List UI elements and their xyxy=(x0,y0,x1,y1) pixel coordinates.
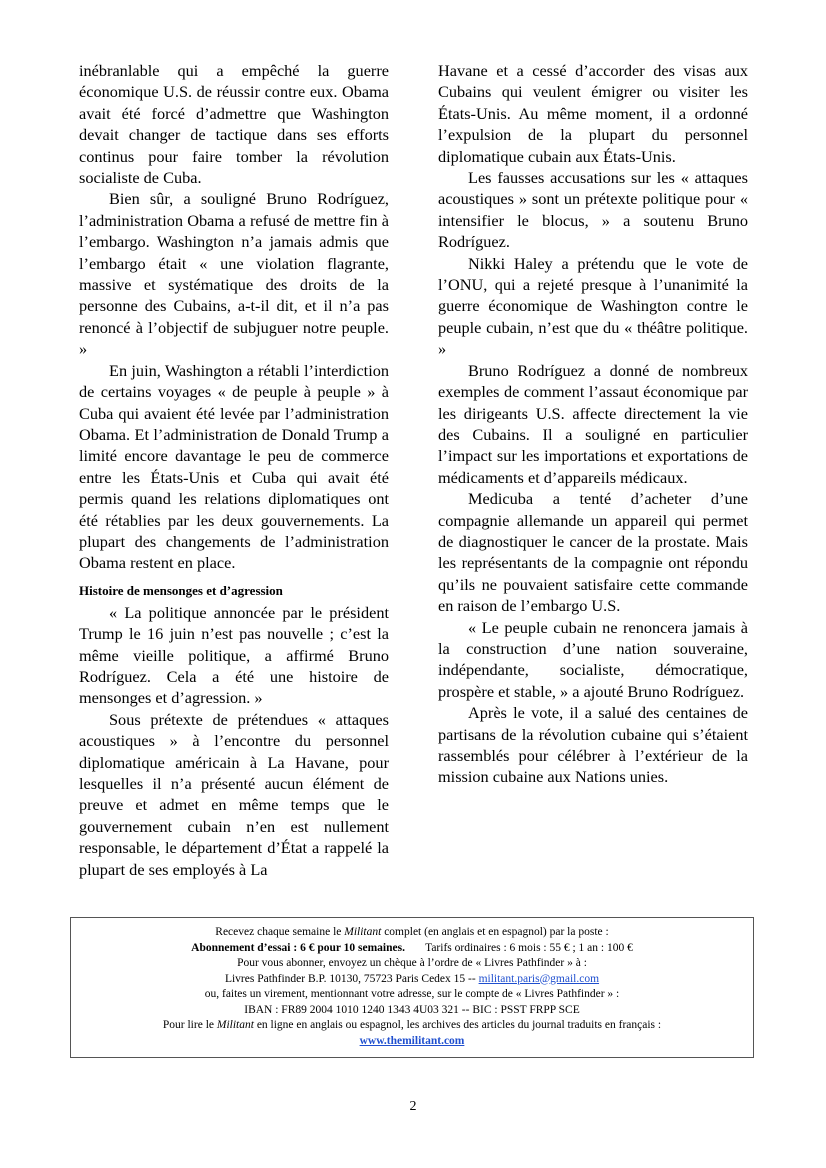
newspaper-name: Militant xyxy=(344,926,382,938)
trial-offer: Abonnement d’essai : 6 € pour 10 semaines. xyxy=(191,941,405,954)
text: complet (en anglais et en espagnol) par la poste : xyxy=(381,926,609,938)
paragraph: Bruno Rodríguez a donné de nombreux exemples de comment l’assaut économique par les dirigeants U.S. affecte directement la vie des Cubains. Il a souligné en particulier l’impact sur les importations et exportations de médicaments et d’appareils médicaux. xyxy=(438,360,748,487)
website-line xyxy=(71,1034,753,1050)
text: en ligne en anglais ou espagnol, les archives des articles du journal traduits en français : xyxy=(253,1019,662,1031)
subscription-line xyxy=(71,1018,753,1034)
paragraph: Nikki Haley a prétendu que le vote de l’ONU, qui a rejeté presque à l’unanimité la guerre économique de Washington contre le peuple cubain, n’est que du « théâtre politique. » xyxy=(438,253,748,359)
paragraph: Medicuba a tenté d’acheter d’une compagnie allemande un appareil qui permet de diagnostiquer le cancer de la prostate. Mais les représentants de la compagnie ont répondu qu’ils ne pouvaient satisfaire cette commande en raison de l’embargo U.S. xyxy=(438,489,748,616)
bank-details: IBAN : FR89 2004 1010 1240 1343 4U03 321 -- BIC : PSST FRPP SCE xyxy=(244,1003,580,1016)
text: Recevez chaque semaine le xyxy=(215,926,345,938)
subscription-line: ou, faites un virement, mentionnant votre adresse, sur le compte de « Livres Pathfinder » : xyxy=(204,988,620,1000)
subscription-line xyxy=(71,925,753,941)
paragraph: inébranlable qui a empêché la guerre économique U.S. de réussir contre eux. Obama avait été forcé d’admettre que Washington devait changer de tactique dans ses efforts continus pour faire tomber la révolution socialiste de Cuba. xyxy=(79,61,389,188)
text: Pour lire le xyxy=(162,1019,217,1031)
subscription-line: Pour vous abonner, envoyez un chèque à l’ordre de « Livres Pathfinder » à : xyxy=(237,957,587,969)
paragraph: Les fausses accusations sur les « attaques acoustiques » sont un prétexte politique pour « intensifier le blocus, » a soutenu Bruno Rodríguez. xyxy=(438,168,748,252)
paragraph: « La politique annoncée par le président Trump le 16 juin n’est pas nouvelle ; c’est la même vieille politique, a affirmé Bruno Rodríguez. Cela a été une histoire de mensonges et d’agression. » xyxy=(79,602,389,708)
website-link[interactable]: www.themilitant.com xyxy=(359,1034,465,1047)
paragraph: Havane et a cessé d’accorder des visas aux Cubains qui veulent émigrer ou visiter les États-Unis. Au même moment, il a ordonné l’expulsion de la plupart du personnel diplomatique cubain aux États-Unis. xyxy=(438,61,748,166)
paragraph: Après le vote, il a salué des centaines de partisans de la révolution cubaine qui s’étaient rassemblés pour célébrer à l’extérieur de la mission cubaine aux Nations unies. xyxy=(438,703,748,787)
page-number: 2 xyxy=(409,1099,417,1114)
address-text: Livres Pathfinder B.P. 10130, 75723 Paris Cedex 15 -- xyxy=(224,972,479,985)
paragraph: « Le peuple cubain ne renoncera jamais à la construction d’une nation souveraine, indépendante, socialiste, démocratique, prospère et stable, » a ajouté Bruno Rodríguez. xyxy=(438,617,748,701)
email-link[interactable]: militant.paris@gmail.com xyxy=(478,972,600,985)
paragraph: Bien sûr, a souligné Bruno Rodríguez, l’administration Obama a refusé de mettre fin à l’embargo. Washington n’a jamais admis que l’embargo était « une violation flagrante, massive et systématique des droits de la personne des Cubains, a-t-il dit, et il n’a pas renoncé à l’objectif de subjuguer notre peuple. » xyxy=(79,189,389,359)
subscription-box xyxy=(70,917,754,1058)
subscription-rates xyxy=(71,941,753,957)
section-heading: Histoire de mensonges et d’agression xyxy=(79,582,283,598)
left-column xyxy=(79,60,389,880)
paragraph: En juin, Washington a rétabli l’interdiction de certains voyages « de peuple à peuple » à Cuba qui avaient été levée par l’administration Obama. Et l’administration de Donald Trump a limité encore davantage le peu de commerce entre les États-Unis et Cuba qui avait été permis quand les relations diplomatiques ont été rétablies par les deux gouvernements. La plupart des changements de l’administration Obama restent en place. xyxy=(79,360,389,573)
paragraph: Sous prétexte de prétendues « attaques acoustiques » à l’encontre du personnel diplomatique américain à La Havane, pour lesquelles il n’a présenté aucun élément de preuve et admet en même temps que le gouvernement cubain n’en est nullement responsable, le département d’État a rappelé la plupart de ses employés à La xyxy=(79,709,389,879)
subscription-address xyxy=(71,972,753,988)
newspaper-name: Militant xyxy=(216,1019,254,1031)
regular-rates: Tarifs ordinaires : 6 mois : 55 € ; 1 an : 100 € xyxy=(425,941,633,954)
right-column xyxy=(438,60,748,788)
